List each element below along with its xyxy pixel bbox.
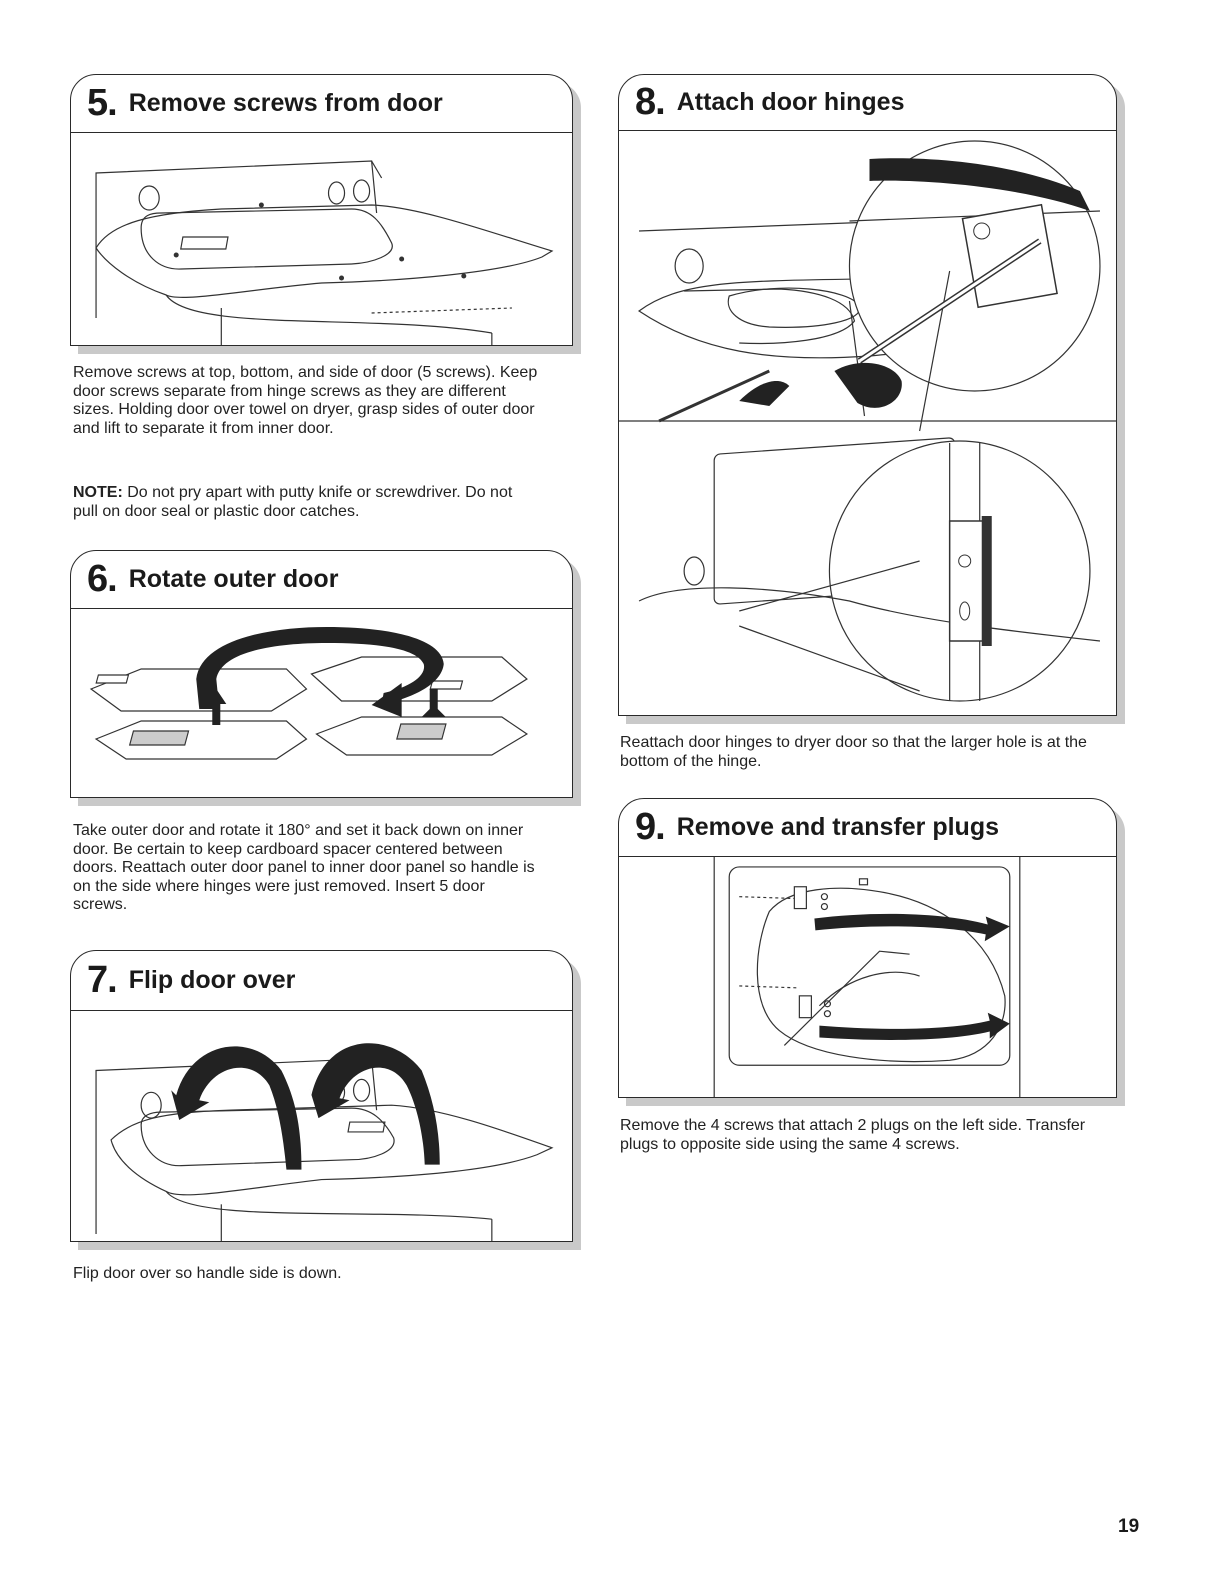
step-6-illustration [71,609,572,797]
step-7-illustration [71,1011,572,1241]
step-9-header [619,799,1116,857]
step-5-text: Remove screws at top, bottom, and side of door (5 screws). Keep door screws separate from hinge screws as they are different sizes. Holding door over towel on dryer, grasp sides of outer door and lift to separate it from inner door. [73,364,538,437]
step-7-text: Flip door over so handle side is down. [73,1265,342,1282]
step-6-panel [70,550,573,798]
step-8-illustration [619,131,1116,715]
step-8-header [619,75,1116,131]
step-5-title: Remove screws from door [128,89,443,117]
step-8-number: 8. [635,81,665,123]
step-9-number: 9. [635,806,665,848]
step-8-panel [618,74,1117,716]
step-9-illustration [619,857,1116,1097]
step-9-panel [618,798,1117,1098]
step-5-note [73,484,533,521]
step-7-panel [70,950,573,1242]
note-text: Do not pry apart with putty knife or screwdriver. Do not pull on door seal or plastic door catches. [73,484,513,520]
step-5-number: 5. [87,82,117,124]
step-7-number: 7. [87,959,117,1001]
note-label: NOTE: [73,484,123,501]
step-8-title: Attach door hinges [676,88,905,116]
step-8-text: Reattach door hinges to dryer door so that the larger hole is at the bottom of the hinge. [620,734,1087,770]
step-5-illustration [71,133,572,345]
step-9-title: Remove and transfer plugs [676,813,1000,841]
step-7-title: Flip door over [128,966,296,994]
step-9-text: Remove the 4 screws that attach 2 plugs on the left side. Transfer plugs to opposite side using the same 4 screws. [620,1117,1086,1153]
step-6-text: Take outer door and rotate it 180° and set it back down on inner door. Be certain to keep cardboard spacer centered between doors. Reattach outer door panel to inner door panel so handle is on the side where hinges were just removed. Insert 5 door screws. [73,822,535,914]
page-number: 19 [1118,1516,1140,1537]
step-6-number: 6. [87,558,117,600]
step-6-title: Rotate outer door [128,565,339,593]
step-5-header [71,75,572,133]
step-6-header [71,551,572,609]
step-7-header [71,951,572,1011]
step-5-panel [70,74,573,346]
